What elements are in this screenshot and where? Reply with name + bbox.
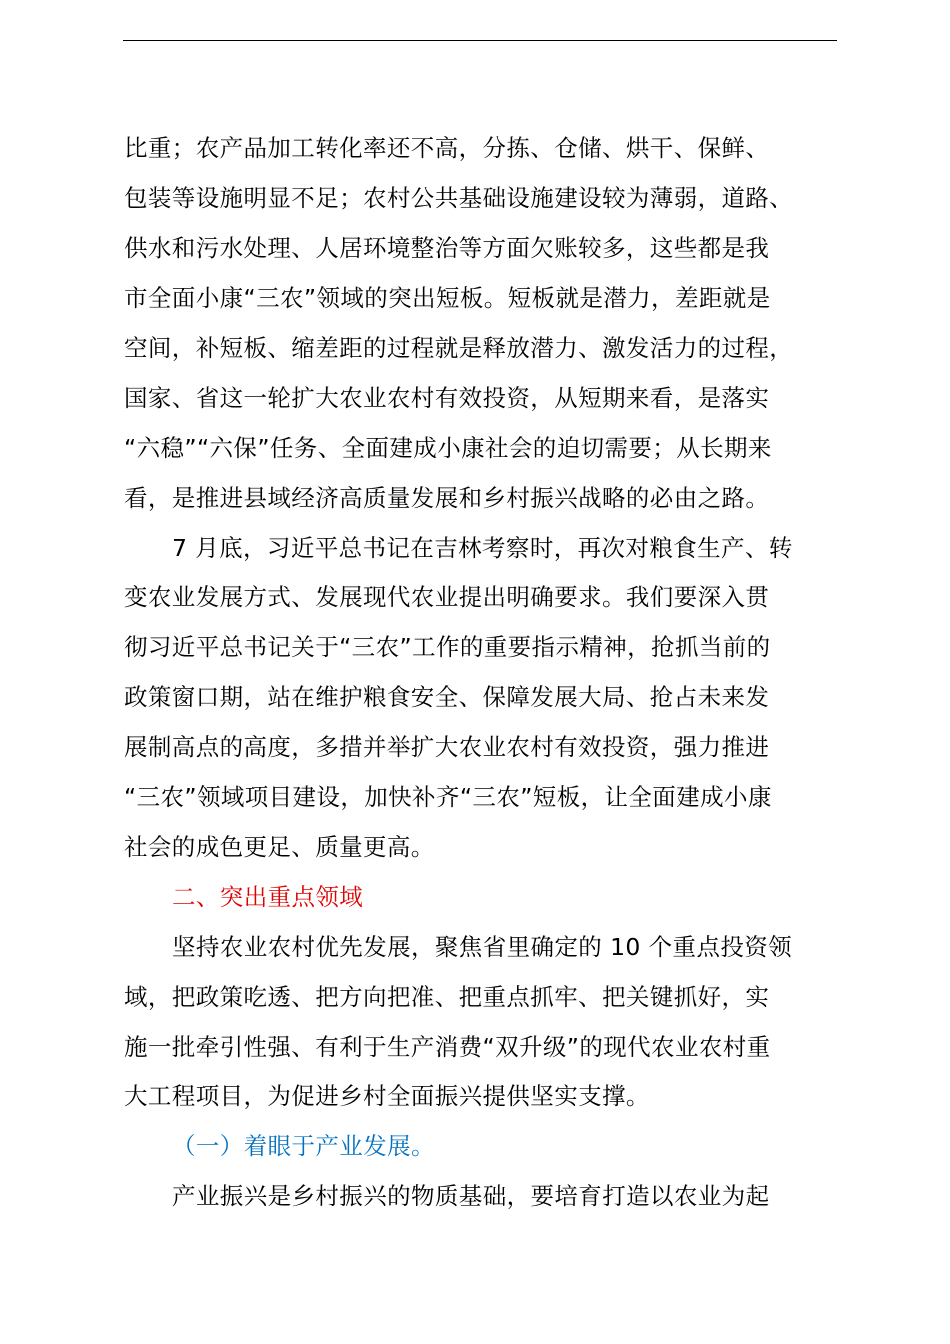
paragraph-line: 变农业发展方式、发展现代农业提出明确要求。我们要深入贯 <box>124 583 770 611</box>
paragraph-line: 施一批牵引性强、有利于生产消费“双升级”的现代农业农村重 <box>124 1033 771 1061</box>
paragraph-line: 比重；农产品加工转化率还不高，分拣、仓储、烘干、保鲜、 <box>124 134 770 162</box>
paragraph-line: 大工程项目，为促进乡村全面振兴提供坚实支撑。 <box>124 1082 650 1110</box>
paragraph-line: 空间，补短板、缩差距的过程就是释放潜力、激发活力的过程， <box>124 334 794 362</box>
paragraph-line: 政策窗口期，站在维护粮食安全、保障发展大局、抢占未来发 <box>124 683 770 711</box>
paragraph-line: 坚持农业农村优先发展，聚焦省里确定的 10 个重点投资领 <box>172 933 793 961</box>
paragraph-line: “六稳”“六保”任务、全面建成小康社会的迫切需要；从长期来 <box>124 434 772 462</box>
section-heading: 二、突出重点领域 <box>172 883 364 911</box>
paragraph-line: 社会的成色更足、质量更高。 <box>124 833 435 861</box>
paragraph-line: 看，是推进县域经济高质量发展和乡村振兴战略的必由之路。 <box>124 484 770 512</box>
paragraph-line: 域，把政策吃透、把方向把准、把重点抓牢、把关键抓好，实 <box>124 983 770 1011</box>
paragraph-line: 产业振兴是乡村振兴的物质基础，要培育打造以农业为起 <box>172 1182 770 1210</box>
paragraph-line: 彻习近平总书记关于“三农”工作的重要指示精神，抢抓当前的 <box>124 633 771 661</box>
subsection-heading: （一）着眼于产业发展。 <box>172 1132 435 1160</box>
paragraph-line: 7 月底，习近平总书记在吉林考察时，再次对粮食生产、转 <box>172 534 793 562</box>
header-rule <box>123 40 837 41</box>
paragraph-line: 包装等设施明显不足；农村公共基础设施建设较为薄弱，道路、 <box>124 184 794 212</box>
paragraph-line: 市全面小康“三农”领域的突出短板。短板就是潜力，差距就是 <box>124 284 771 312</box>
paragraph-line: “三农”领域项目建设，加快补齐“三农”短板，让全面建成小康 <box>124 783 772 811</box>
paragraph-line: 供水和污水处理、人居环境整治等方面欠账较多，这些都是我 <box>124 234 770 262</box>
paragraph-line: 国家、省这一轮扩大农业农村有效投资，从短期来看，是落实 <box>124 384 770 412</box>
paragraph-line: 展制高点的高度，多措并举扩大农业农村有效投资，强力推进 <box>124 733 770 761</box>
